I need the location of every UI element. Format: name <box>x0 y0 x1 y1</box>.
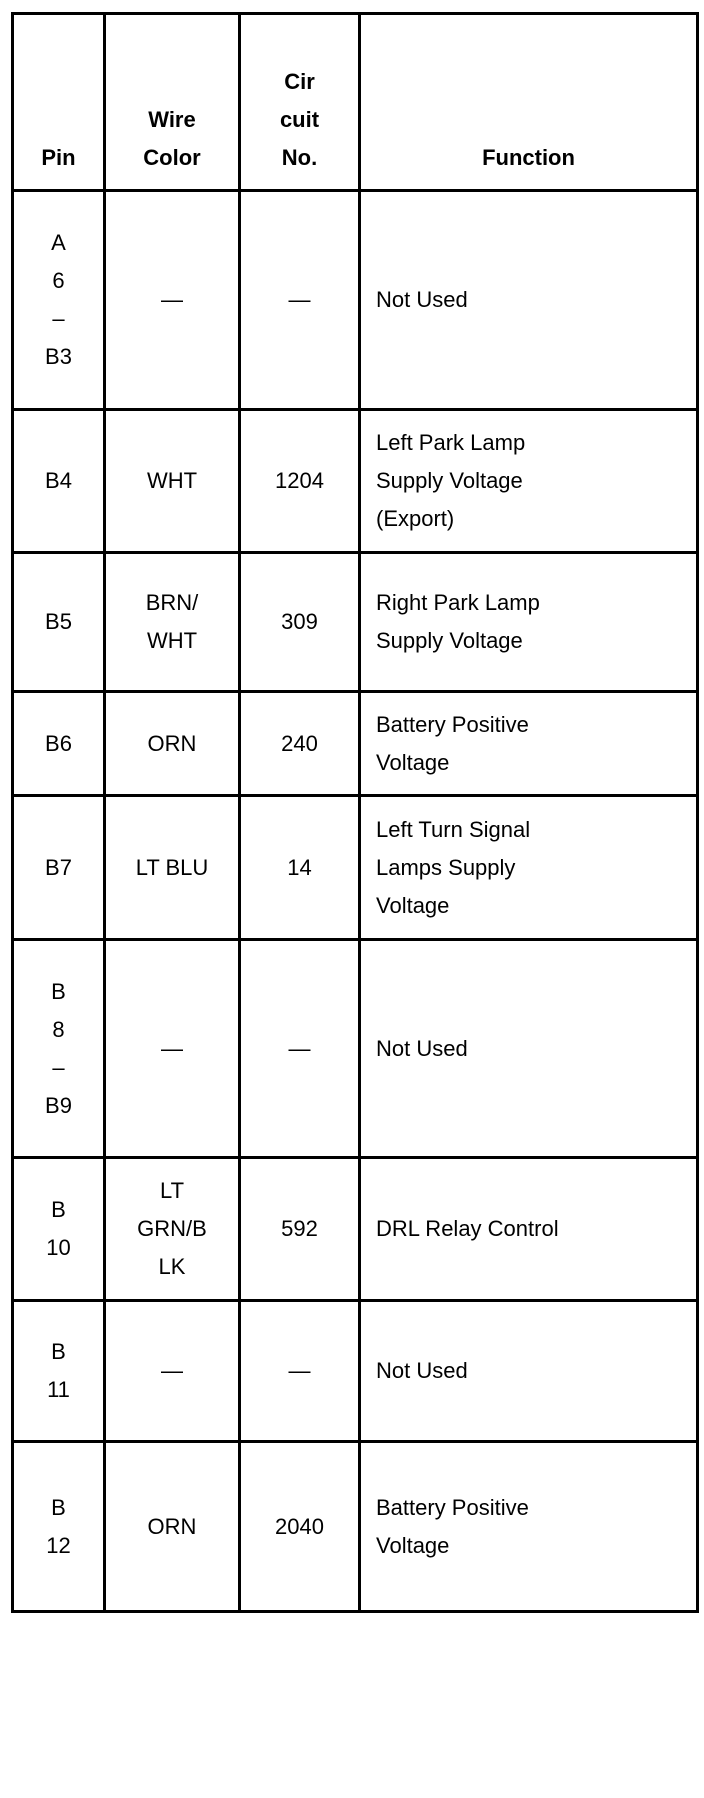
wire-color-cell <box>105 553 240 692</box>
pin-cell <box>13 553 105 692</box>
pin-cell-line: B <box>51 1494 66 1520</box>
pin-cell-line: 6 <box>52 268 65 293</box>
connector-pin-table <box>11 12 699 1613</box>
pin-cell <box>13 796 105 940</box>
wire-color-cell-line: — <box>161 1358 183 1383</box>
pin-cell-line: 10 <box>46 1235 71 1260</box>
pin-cell <box>13 1442 105 1612</box>
function-cell-line: Voltage <box>376 1532 450 1558</box>
function-cell-line: Left Turn Signal <box>376 816 531 842</box>
header-wire-color: Wire Color <box>105 14 240 191</box>
function-cell-line: Voltage <box>376 749 450 775</box>
wire-color-cell <box>105 1442 240 1612</box>
pin-cell <box>13 1158 105 1301</box>
circuit-number-cell <box>240 940 360 1158</box>
function-cell <box>360 410 698 553</box>
pin-cell <box>13 1301 105 1442</box>
function-cell-line: Battery Positive <box>376 1494 529 1520</box>
circuit-number-cell <box>240 410 360 553</box>
pin-cell-line: A <box>51 230 66 255</box>
wire-color-cell <box>105 191 240 410</box>
circuit-number-cell-line: 240 <box>281 730 318 756</box>
circuit-number-cell-line: — <box>288 1035 311 1061</box>
function-cell-line: Voltage <box>376 892 450 918</box>
wire-color-cell-line: ORN <box>147 730 197 756</box>
wire-color-cell-line: WHT <box>146 468 198 493</box>
function-cell-line: (Export) <box>376 506 455 531</box>
pin-cell-line: B <box>51 1197 66 1222</box>
function-cell <box>360 1442 698 1612</box>
function-cell-line: Right Park Lamp <box>376 590 540 615</box>
pin-cell-line: B4 <box>45 468 72 493</box>
function-cell <box>360 692 698 796</box>
table-row <box>13 553 698 692</box>
wire-color-cell-line: BRN/ <box>145 590 199 615</box>
circuit-number-cell <box>240 796 360 940</box>
table-row <box>13 940 698 1158</box>
wire-color-cell <box>105 1158 240 1301</box>
function-cell-line: Left Park Lamp <box>376 430 526 455</box>
pin-cell-line: 11 <box>47 1377 70 1402</box>
table-row <box>13 410 698 553</box>
wire-color-cell-line: LT BLU <box>135 854 209 880</box>
circuit-number-cell <box>240 191 360 410</box>
circuit-number-cell-line: 1204 <box>275 468 324 493</box>
wire-color-cell <box>105 692 240 796</box>
pin-cell-line: B5 <box>45 609 72 634</box>
function-cell-line: Not Used <box>376 1035 468 1061</box>
wire-color-cell-line: GRN/B <box>137 1216 207 1241</box>
circuit-number-cell <box>240 1158 360 1301</box>
table-row <box>13 692 698 796</box>
circuit-number-cell-line: — <box>288 1358 311 1383</box>
circuit-number-cell <box>240 553 360 692</box>
pin-cell-line: B6 <box>45 730 72 756</box>
function-cell-line: DRL Relay Control <box>376 1216 559 1241</box>
pin-cell-line: – <box>52 1054 65 1080</box>
function-cell-line: Supply Voltage <box>376 468 523 493</box>
function-cell-line: Not Used <box>376 287 468 312</box>
table-row <box>13 796 698 940</box>
circuit-number-cell <box>240 1442 360 1612</box>
pin-cell <box>13 191 105 410</box>
function-cell-line: Supply Voltage <box>376 628 523 653</box>
function-cell <box>360 553 698 692</box>
wire-color-cell-line: ORN <box>147 1513 197 1539</box>
header-circuit-no: Cir cuit No. <box>240 14 360 191</box>
circuit-number-cell-line: 2040 <box>275 1513 324 1539</box>
function-cell-line: Battery Positive <box>376 711 529 737</box>
table-row <box>13 191 698 410</box>
wire-color-cell <box>105 1301 240 1442</box>
function-cell-line: Not Used <box>376 1358 468 1383</box>
wire-color-cell <box>105 940 240 1158</box>
pin-cell-line: 12 <box>46 1532 71 1558</box>
wire-color-cell-line: — <box>161 287 183 312</box>
table-header-row <box>13 14 698 191</box>
wire-color-cell-line: LT <box>159 1178 185 1203</box>
header-pin: Pin <box>13 14 105 191</box>
pin-cell <box>13 692 105 796</box>
function-cell-line: Lamps Supply <box>376 854 516 880</box>
wire-color-cell-line: LK <box>158 1254 186 1279</box>
pin-cell-line: 8 <box>52 1016 65 1042</box>
function-cell <box>360 191 698 410</box>
circuit-number-cell-line: 592 <box>281 1216 318 1241</box>
wire-color-cell-line: WHT <box>146 628 198 653</box>
function-cell <box>360 1158 698 1301</box>
pin-cell-line: B9 <box>45 1092 72 1118</box>
pin-cell <box>13 410 105 553</box>
function-cell <box>360 1301 698 1442</box>
table-row <box>13 1158 698 1301</box>
pin-cell-line: – <box>52 306 65 331</box>
function-cell <box>360 796 698 940</box>
circuit-number-cell <box>240 1301 360 1442</box>
circuit-number-cell-line: 309 <box>281 609 318 634</box>
circuit-number-cell-line: — <box>288 287 311 312</box>
pin-cell-line: B <box>51 1339 66 1364</box>
pin-cell-line: B <box>51 978 66 1004</box>
circuit-number-cell <box>240 692 360 796</box>
pin-cell-line: B7 <box>45 854 72 880</box>
circuit-number-cell-line: 14 <box>287 854 312 880</box>
wire-color-cell <box>105 410 240 553</box>
function-cell <box>360 940 698 1158</box>
wire-color-cell <box>105 796 240 940</box>
pin-cell-line: B3 <box>45 344 72 369</box>
header-function: Function <box>360 14 698 191</box>
table-body <box>13 191 698 1612</box>
table-row <box>13 1442 698 1612</box>
wire-color-cell-line: — <box>161 1035 183 1061</box>
table-row <box>13 1301 698 1442</box>
pin-cell <box>13 940 105 1158</box>
